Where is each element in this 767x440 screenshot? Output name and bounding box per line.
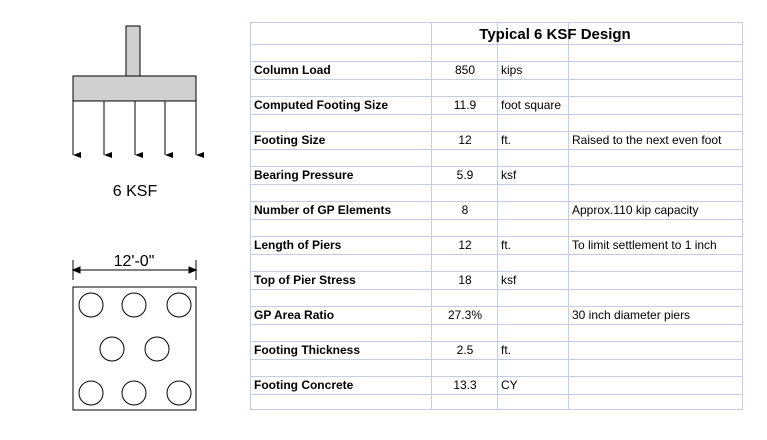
row-unit: ksf xyxy=(501,273,517,287)
footing-slab xyxy=(73,76,196,101)
pier-circle xyxy=(100,337,124,361)
table-row xyxy=(250,377,743,394)
pier-circle xyxy=(167,293,191,317)
row-unit: CY xyxy=(501,378,518,392)
row-label: GP Area Ratio xyxy=(254,308,335,322)
row-note: Raised to the next even foot xyxy=(572,133,722,147)
design-table xyxy=(250,22,743,410)
row-value: 2.5 xyxy=(456,343,474,357)
pressure-arrows xyxy=(73,101,196,155)
row-value: 8 xyxy=(461,203,469,217)
row-value: 13.3 xyxy=(453,378,477,392)
pier-circle xyxy=(79,293,103,317)
footing-plan xyxy=(73,287,196,410)
table-row xyxy=(250,272,743,289)
pier-circle xyxy=(122,381,146,405)
row-value: 18 xyxy=(458,273,472,287)
row-value: 850 xyxy=(454,63,476,77)
row-value: 27.3% xyxy=(447,308,483,322)
footing-diagram xyxy=(0,0,240,440)
row-value: 12 xyxy=(458,133,472,147)
table-row xyxy=(250,167,743,184)
table-row xyxy=(250,132,743,149)
pier-circle xyxy=(167,381,191,405)
row-label: Column Load xyxy=(254,63,331,77)
row-unit: ft. xyxy=(501,238,512,252)
dimension-label: 12'-0" xyxy=(113,253,155,270)
row-label: Top of Pier Stress xyxy=(254,273,356,287)
column-stem xyxy=(126,26,140,76)
row-unit: kips xyxy=(501,63,523,77)
row-label: Length of Piers xyxy=(254,238,342,252)
pier-circle xyxy=(145,337,169,361)
table-row xyxy=(250,97,743,114)
table-row xyxy=(250,202,743,219)
row-value: 5.9 xyxy=(456,168,474,182)
table-row xyxy=(250,237,743,254)
row-unit: foot square xyxy=(501,98,562,112)
row-label: Footing Size xyxy=(254,133,326,147)
pier-circle xyxy=(79,381,103,405)
row-unit: ksf xyxy=(501,168,517,182)
table-row xyxy=(250,307,743,324)
row-label: Footing Concrete xyxy=(254,378,354,392)
row-label: Bearing Pressure xyxy=(254,168,354,182)
footing-elevation xyxy=(73,26,196,155)
row-label: Footing Thickness xyxy=(254,343,361,357)
row-note: 30 inch diameter piers xyxy=(572,308,691,322)
row-label: Number of GP Elements xyxy=(254,203,392,217)
table-row xyxy=(250,62,743,79)
table-title: Typical 6 KSF Design xyxy=(479,26,631,43)
row-note: To limit settlement to 1 inch xyxy=(572,238,717,252)
pressure-label: 6 KSF xyxy=(112,183,158,200)
row-unit: ft. xyxy=(501,343,512,357)
row-value: 11.9 xyxy=(453,98,477,112)
row-note: Approx.110 kip capacity xyxy=(572,203,699,217)
row-value: 12 xyxy=(458,238,472,252)
pier-circle xyxy=(122,293,146,317)
table-row xyxy=(250,342,743,359)
row-unit: ft. xyxy=(501,133,512,147)
row-label: Computed Footing Size xyxy=(254,98,388,112)
